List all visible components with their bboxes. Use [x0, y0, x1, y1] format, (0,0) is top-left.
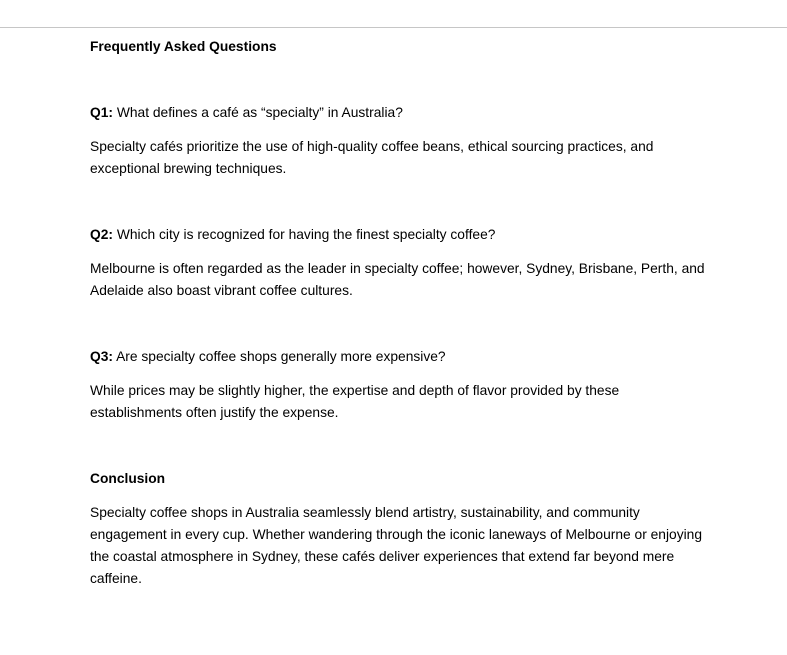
faq-question-3 [90, 346, 710, 368]
faq-answer-3: While prices may be slightly higher, the expertise and depth of flavor provided by these establishments often justify the expense. [90, 383, 620, 420]
faq-question-2-label: Q2: [90, 227, 113, 242]
faq-answer-1: Specialty cafés prioritize the use of high-quality coffee beans, ethical sourcing practices, and exceptional brewing techniques. [90, 139, 654, 176]
page-top-boundary [0, 0, 787, 28]
faq-question-3-text: Are specialty coffee shops generally more expensive? [113, 349, 446, 364]
faq-question-1-text: What defines a café as “specialty” in Australia? [113, 105, 403, 120]
faq-answer-2: Melbourne is often regarded as the leader in specialty coffee; however, Sydney, Brisbane, Perth, and Adelaide also boast vibrant coffee cultures. [90, 261, 705, 298]
document-page[interactable] [0, 28, 787, 590]
faq-question-1 [90, 102, 710, 124]
conclusion-paragraph: Specialty coffee shops in Australia seamlessly blend artistry, sustainability, and community engagement in every cup. Whether wandering through the iconic laneways of Melbourne or enjoying the coastal atmosphere in Sydney, these cafés deliver experiences that extend far beyond mere caffeine. [90, 505, 703, 586]
faq-question-1-label: Q1: [90, 105, 113, 120]
faq-question-3-label: Q3: [90, 349, 113, 364]
faq-heading: Frequently Asked Questions [90, 39, 277, 54]
faq-question-2 [90, 224, 710, 246]
faq-question-2-text: Which city is recognized for having the finest specialty coffee? [113, 227, 496, 242]
conclusion-heading: Conclusion [90, 471, 166, 486]
